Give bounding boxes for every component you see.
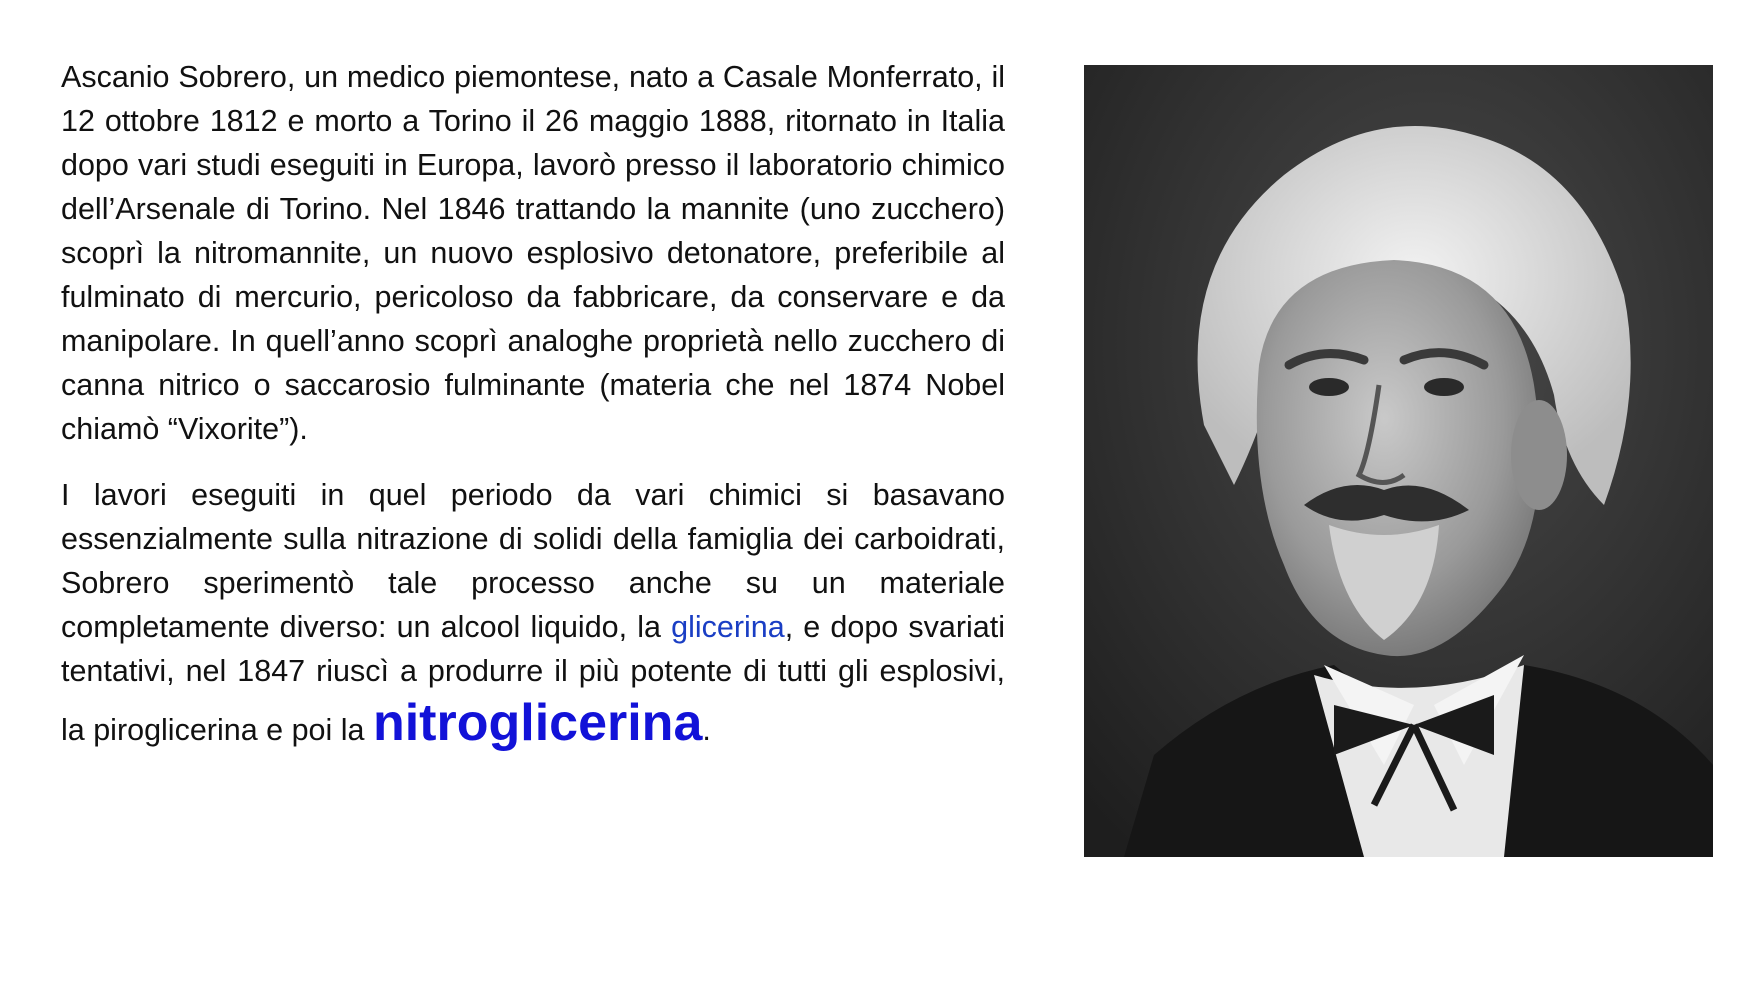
paragraph-text-end: .	[702, 713, 711, 747]
sobrero-portrait	[1084, 65, 1713, 857]
paragraph-text-middle: , e dopo svariati tentativi, nel 1847 riuscì a produrre il più potente di tutti gli esplosivi, la piroglicerina e poi la	[61, 610, 1005, 747]
paragraph-nitroglycerin	[61, 473, 1005, 753]
nitroglicerina-emphasis: nitroglicerina	[372, 694, 703, 752]
portrait-illustration	[1084, 65, 1713, 857]
paragraph-biography: Ascanio Sobrero, un medico piemontese, nato a Casale Monferrato, il 12 ottobre 1812 e morto a Torino il 26 maggio 1888, ritornato in Italia dopo vari studi eseguiti in Europa, lavorò presso il laboratorio chimico dell’Arsenale di Torino. Nel 1846 trattando la mannite (uno zucchero) scoprì la nitromannite, un nuovo esplosivo detonatore, preferibile al fulminato di mercurio, pericoloso da fabbricare, da conservare e da manipolare. In quell’anno scoprì analoghe proprietà nello zucchero di canna nitrico o saccarosio fulminante (materia che nel 1874 Nobel chiamò “Vixorite”).	[61, 60, 1005, 446]
text-column	[61, 55, 1005, 753]
glicerina-link[interactable]: glicerina	[671, 610, 785, 644]
paragraph-text-start: I lavori eseguiti in quel periodo da vari chimici si basavano essenzialmente sulla nitrazione di solidi della famiglia dei carboidrati, Sobrero sperimentò tale processo anche su un materiale completamente diverso: un alcool liquido, la	[61, 478, 1005, 644]
